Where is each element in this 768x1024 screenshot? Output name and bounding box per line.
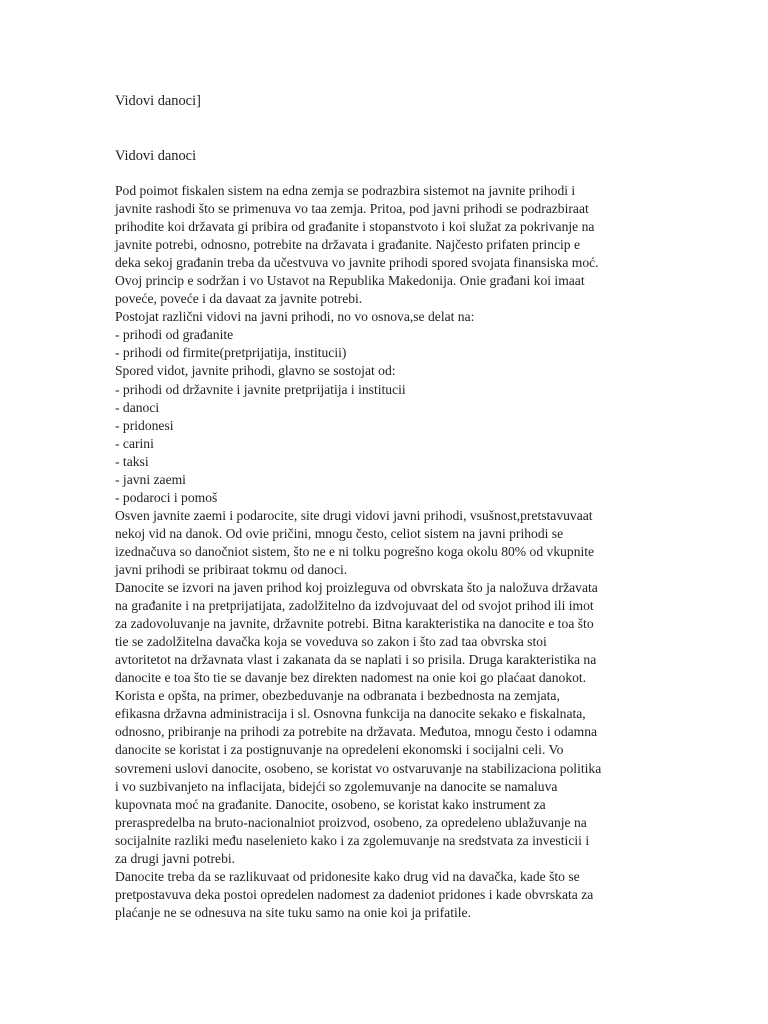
text-line: javni prihodi se pribiraat tokmu od danoci. [115, 561, 348, 577]
text-line: Danocite se izvori na javen prihod koj proizleguva od obvrskata što ja naložuva državata [115, 580, 598, 596]
text-line: odnosno, pribiranje na prihodi za potrebite na državata. Međutoa, mnogu često i odamna [115, 724, 598, 740]
text-line: - taksi [115, 453, 149, 469]
document-title: Vidovi danoci] [115, 93, 201, 109]
text-line: - pridonesi [115, 417, 174, 433]
text-line: avtoritetot na državnata vlast i zakanata da se naplati i so prisila. Druga karakteristika na [115, 652, 597, 668]
text-line: izednačuva so danočniot sistem, što ne e ni tolku pogrešno koga okolu 80% od vkupnite [115, 543, 595, 559]
text-line: Danocite treba da se razlikuvaat od pridonesite kako drug vid na davačka, kade što se [115, 868, 580, 884]
text-line: pretpostavuva deka postoi opredelen nadomest za dadeniot pridones i kade obvrskata za [115, 886, 594, 902]
text-line: efikasna državna administracija i sl. Osnovna funkcija na danocite sekako e fiskalnata, [115, 706, 586, 722]
text-line: danocite e toa što tie se davanje bez direkten nadomest na onie koi go plaćaat danokot. [115, 670, 587, 686]
text-line: - podaroci i pomoš [115, 489, 218, 505]
text-line: - carini [115, 435, 154, 451]
text-line: Spored vidot, javnite prihodi, glavno se sostojat od: [115, 363, 396, 379]
text-line: sovremeni uslovi danocite, osobeno, se koristat vo ostvaruvanje na stabilizaciona politika [115, 760, 602, 776]
text-line: Pod poimot fiskalen sistem na edna zemja se podrazbira sistemot na javnite prihodi i [115, 183, 576, 198]
text-line: za zadovoluvanje na javnite, državnite potrebi. Bitna karakteristika na danocite e toa što [115, 616, 594, 632]
text-line: - prihodi od građanite [115, 327, 234, 343]
text-line: kupovnata moć na građanite. Danocite, osobeno, se koristat kako instrument za [115, 796, 546, 812]
text-line: - javni zaemi [115, 471, 186, 487]
text-line: i vo suzbivanjeto na inflacijata, bidejći so zgolemuvanje na danocite se namaluva [115, 778, 558, 794]
text-line: javnite potrebi, odnosno, potrebite na državata i građanite. Najčesto prifaten princip e [115, 237, 581, 253]
text-line: prihodite koi državata gi pribira od građanite i stopanstvoto i koi služat za pokrivanje na [115, 219, 595, 235]
text-line: Ovoj princip e sodržan i vo Ustavot na Republika Makedonija. Onie građani koi imaat [115, 273, 585, 289]
text-line: - prihodi od državnite i javnite pretprijatija i institucii [115, 381, 406, 397]
text-line: - danoci [115, 399, 160, 415]
text-line: na građanite i na pretprijatijata, zadolžitelno da izdvojuvaat del od svojot prihod ili imot [115, 598, 594, 614]
text-line: preraspredelba na bruto-nacionalniot proizvod, osobeno, za opredeleno ublažuvanje na [115, 814, 587, 830]
text-line: Osven javnite zaemi i podarocite, site drugi vidovi javni prihodi, vsušnost,pretstavuvaat [115, 507, 593, 523]
text-line: nekoj vid na danok. Od ovie pričini, mnogu često, celiot sistem na javni prihodi se [115, 525, 564, 541]
text-line: danocite se koristat i za postignuvanje na opredeleni ekonomski i socijalni celi. Vo [115, 742, 564, 758]
text-line: poveće, poveće i da davaat za javnite potrebi. [115, 291, 363, 307]
text-line: - prihodi od firmite(pretprijatija, institucii) [115, 345, 347, 361]
text-line: javnite rashodi što se primenuva vo taa zemja. Pritoa, pod javni prihodi se podrazbiraat [115, 201, 589, 217]
text-line: plaćanje ne se odnesuva na site tuku samo na onie koi ja prifatile. [115, 904, 471, 920]
text-line: deka sekoj građanin treba da učestvuva vo javnite prihodi spored svojata finansiska moć. [115, 255, 599, 271]
body-text [115, 182, 675, 922]
text-line: socijalnite razliki među naselenieto kako i za zgolemuvanje na sredstvata za investicii i [115, 832, 590, 848]
text-line: tie se zadolžitelna davačka koja se voveduva so zakon i što zad taa obvrska stoi [115, 634, 547, 650]
text-line: za drugi javni potrebi. [115, 850, 236, 866]
section-heading: Vidovi danoci [115, 148, 197, 164]
text-line: Postojat različni vidovi na javni prihodi, no vo osnova,se delat na: [115, 309, 475, 325]
text-line: Korista e opšta, na primer, obezbeduvanje na odbranata i bezbednosta na zemjata, [115, 688, 560, 704]
